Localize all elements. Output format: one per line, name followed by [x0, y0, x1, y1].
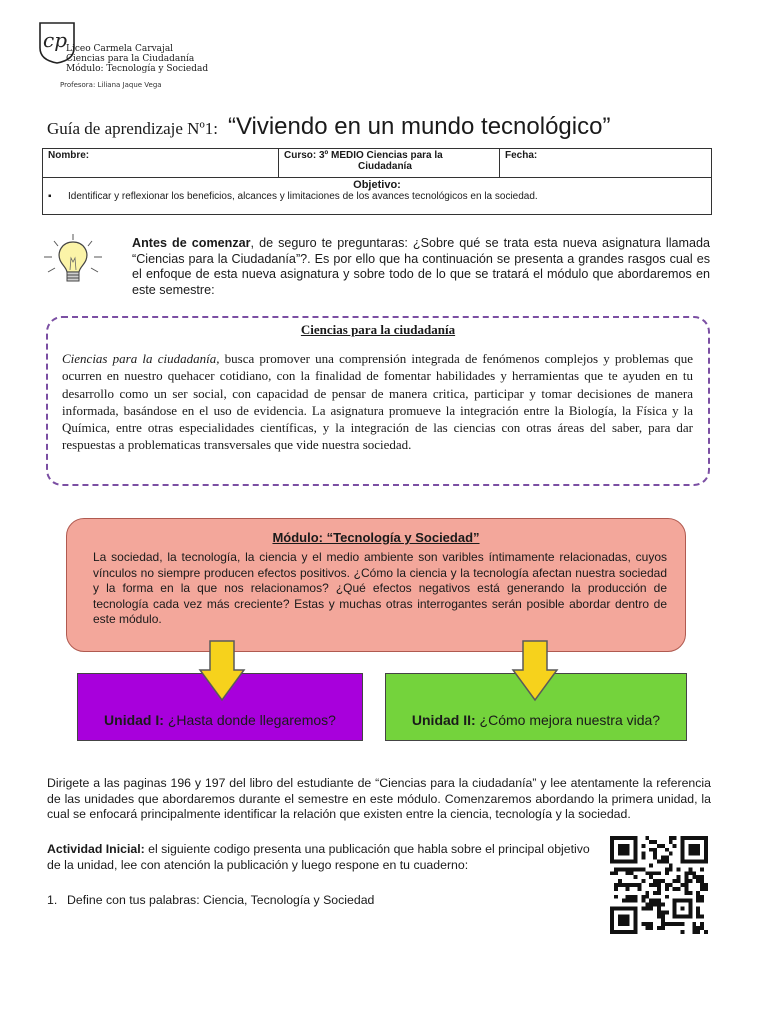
school-header: [66, 44, 208, 74]
lightbulb-icon: [40, 232, 106, 290]
objective-label: Objetivo:: [353, 179, 401, 191]
subject-name: Ciencias para la Ciudadanía: [66, 54, 195, 64]
unit-1-question: ¿Hasta donde llegaremos?: [163, 712, 336, 728]
question-number: 1.: [47, 893, 58, 907]
intro-text: , de seguro te preguntaras: ¿Sobre qué se trata esta nueva asignatura llamada “Ciencias para la Ciudadanía”?. Es por ello que ha continuación se presenta a grandes rasgos cual es el enfoque de esta nueva asignatura y sobre todo de lo que se tratará el módulo que abordaremos en este semestre:: [132, 236, 710, 297]
citizenship-lead: Ciencias para la ciudadanía,: [62, 351, 220, 366]
qr-code-icon[interactable]: [610, 836, 708, 934]
course-cell: [279, 149, 500, 178]
module-body: La sociedad, la tecnología, la ciencia y el medio ambiente son varibles íntimamente relacionadas, cuyos vínculos no siempre producen efectos positivos. ¿Cómo la ciencia y la tecnología afectan nuestra sociedad y la forma en la que nos relacionamos? ¿Qué efectos negativos está generando la producción de tecnología cada vez más creciente? Estas y muchas otras interrogantes serán posible abordar dentro de este módulo.: [93, 550, 667, 626]
guide-prefix: Guía de aprendizaje Nº1:: [47, 119, 218, 138]
intro-lead: Antes de comenzar: [132, 236, 251, 250]
activity-text: el siguiente codigo presenta una publicación que habla sobre el principal objetivo de la unidad, lee con atención la publicación y luego respone en tu cuaderno:: [47, 842, 590, 872]
svg-text:cp: cp: [43, 28, 68, 52]
initial-activity: [47, 842, 595, 873]
teacher-name: Profesora: Liliana Jaque Vega: [60, 81, 162, 89]
question-1: [47, 893, 374, 907]
citizenship-title: Ciencias para la ciudadanía: [300, 322, 456, 337]
course-label-line2: Ciudadanía: [358, 161, 412, 172]
down-arrow-icon: [511, 640, 559, 702]
intro-paragraph: [132, 236, 710, 298]
guide-title: [47, 113, 610, 141]
question-text: Define con tus palabras: Ciencia, Tecnología y Sociedad: [67, 893, 375, 907]
unit-2-label: Unidad II:: [411, 712, 476, 728]
module-title: Módulo: “Tecnología y Sociedad”: [272, 530, 480, 545]
activity-label: Actividad Inicial:: [47, 842, 145, 856]
unit-1-label: Unidad I:: [104, 712, 164, 728]
bullet-icon: ▪: [48, 191, 52, 202]
course-label: Curso: 3º MEDIO Ciencias para la: [284, 150, 443, 161]
date-label: Fecha:: [505, 150, 538, 161]
down-arrow-icon: [198, 640, 246, 702]
unit-1-heading: [78, 712, 362, 728]
objective-text: Identificar y reflexionar los beneficios, alcances y limitaciones de los avances tecnológicos en la sociedad.: [68, 191, 538, 202]
student-info-table: [42, 148, 712, 215]
guide-main-title: “Viviendo en un mundo tecnológico”: [227, 113, 611, 140]
school-name: Liceo Carmela Carvajal: [66, 44, 174, 54]
citizenship-body: [62, 350, 693, 454]
objective-cell: [43, 178, 712, 215]
unit-2-heading: [386, 712, 686, 728]
name-cell[interactable]: [43, 149, 279, 178]
module-name: Módulo: Tecnología y Sociedad: [66, 64, 209, 74]
unit-2-question: ¿Cómo mejora nuestra vida?: [475, 712, 661, 728]
instructions-paragraph: Dirigete a las paginas 196 y 197 del libro del estudiante de “Ciencias para la ciudadanía” y lee atentamente la referencia de las unidades que abordaremos durante el semestre en este módulo. Comenzaremos abordando la primera unidad, la cual se enfocará principalmente identificar la relación que existen entre la ciencia, tecnología y la sociedad.: [47, 776, 711, 821]
date-cell[interactable]: [500, 149, 712, 178]
citizenship-text: busca promover una comprensión integrada de fenómenos complejos y problemas que ocurren en nuestro quehacer cotidiano, con la finalidad de fomentar habilidades y herramientas que te ayuden en tu desarrollo como un ser social, con capacidad de pensar de manera critica, participar y tomar decisiones de manera informada, basándose en el uso de evidencia. La asignatura promueve la integración entre la Biología, la Física y la Química, entre otras especialidades científicas, y la integración de las ciencias con otras áreas del saber, para dar respuestas a problematicas transversales que vide nuestra sociedad.: [62, 351, 693, 453]
name-label: Nombre:: [48, 150, 90, 161]
